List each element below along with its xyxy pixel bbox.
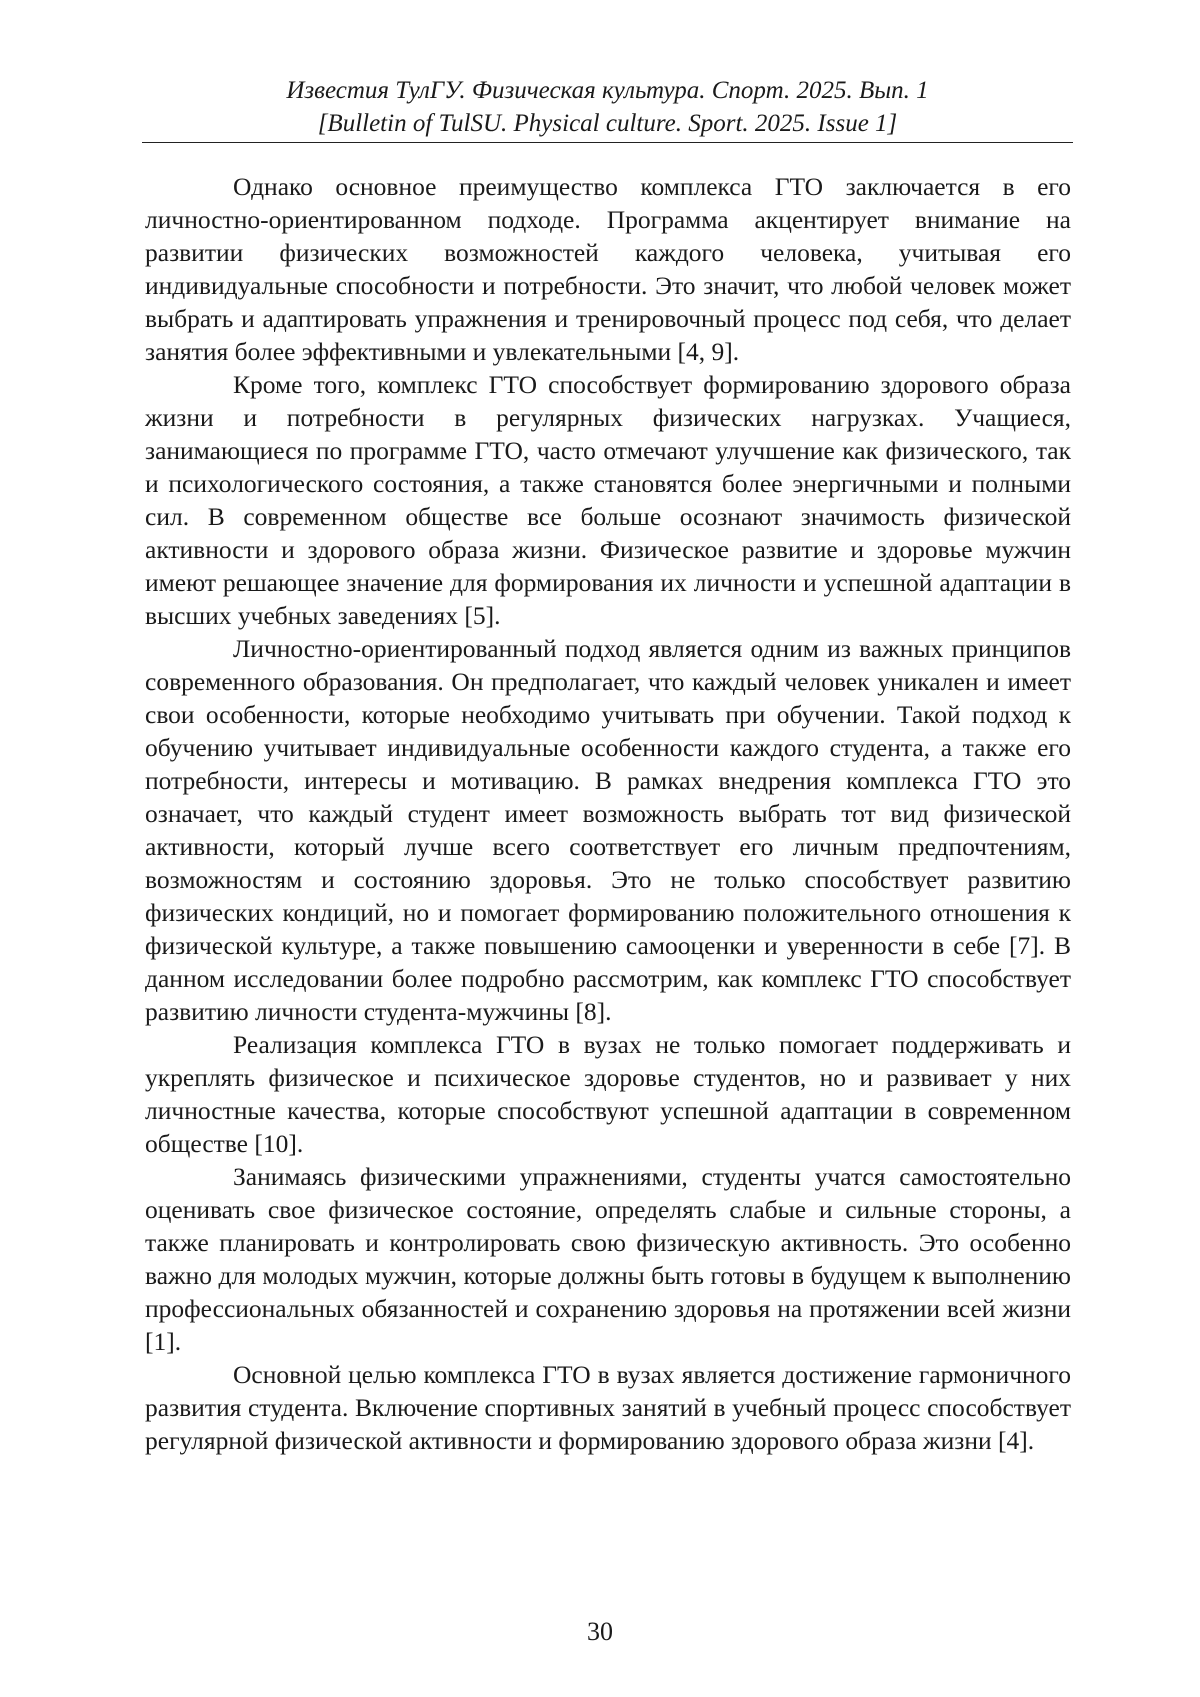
running-header [142, 74, 1073, 143]
paragraph: Реализация комплекса ГТО в вузах не только помогает поддерживать и укреплять физическое и психическое здоровье студентов, но и развивает у них личностные качества, которые способствуют успешной адаптации в современном обществе [10]. [145, 1030, 1071, 1158]
paragraph: Занимаясь физическими упражнениями, студенты учатся самостоятельно оценивать свое физическое состояние, определять слабые и сильные стороны, а также планировать и контролировать свою физическую активность. Это особенно важно для молодых мужчин, которые должны быть готовы в будущем к выполнению профессиональных обязанностей и сохранению здоровья на протяжении всей жизни [1]. [145, 1162, 1071, 1356]
paragraph: Кроме того, комплекс ГТО способствует формированию здорового образа жизни и потребности в регулярных физических нагрузках. Учащиеся, занимающиеся по программе ГТО, часто отмечают улучшение как физического, так и психологического состояния, а также становятся более энергичными и полными сил. В современном обществе все больше осознают значимость физической активности и здорового образа жизни. Физическое развитие и здоровье мужчин имеют решающее значение для формирования их личности и успешной адаптации в высших учебных заведениях [5]. [145, 370, 1071, 630]
journal-title-en: [Bulletin of TulSU. Physical culture. Sport. 2025. Issue 1] [317, 110, 898, 137]
page-number: 30 [587, 1617, 613, 1646]
article-body [145, 170, 1071, 1457]
paragraph: Однако основное преимущество комплекса ГТО заключается в его личностно-ориентированном подходе. Программа акцентирует внимание на развитии физических возможностей каждого человека, учитывая его индивидуальные способности и потребности. Это значит, что любой человек может выбрать и адаптировать упражнения и тренировочный процесс под себя, что делает занятия более эффективными и увлекательными [4, 9]. [145, 172, 1071, 366]
journal-title-ru: Известия ТулГУ. Физическая культура. Спорт. 2025. Вып. 1 [286, 77, 929, 104]
paragraph: Основной целью комплекса ГТО в вузах является достижение гармоничного развития студента. Включение спортивных занятий в учебный процесс способствует регулярной физической активности и формированию здорового образа жизни [4]. [145, 1360, 1071, 1455]
paragraph: Личностно-ориентированный подход является одним из важных принципов современного образования. Он предполагает, что каждый человек уникален и имеет свои особенности, которые необходимо учитывать при обучении. Такой подход к обучению учитывает индивидуальные особенности каждого студента, а также его потребности, интересы и мотивацию. В рамках внедрения комплекса ГТО это означает, что каждый студент имеет возможность выбрать тот вид физической активности, который лучше всего соответствует его личным предпочтениям, возможностям и состоянию здоровья. Это не только способствует развитию физических кондиций, но и помогает формированию положительного отношения к физической культуре, а также повышению самооценки и уверенности в себе [7]. В данном исследовании более подробно рассмотрим, как комплекс ГТО способствует развитию личности студента-мужчины [8]. [145, 634, 1071, 1026]
